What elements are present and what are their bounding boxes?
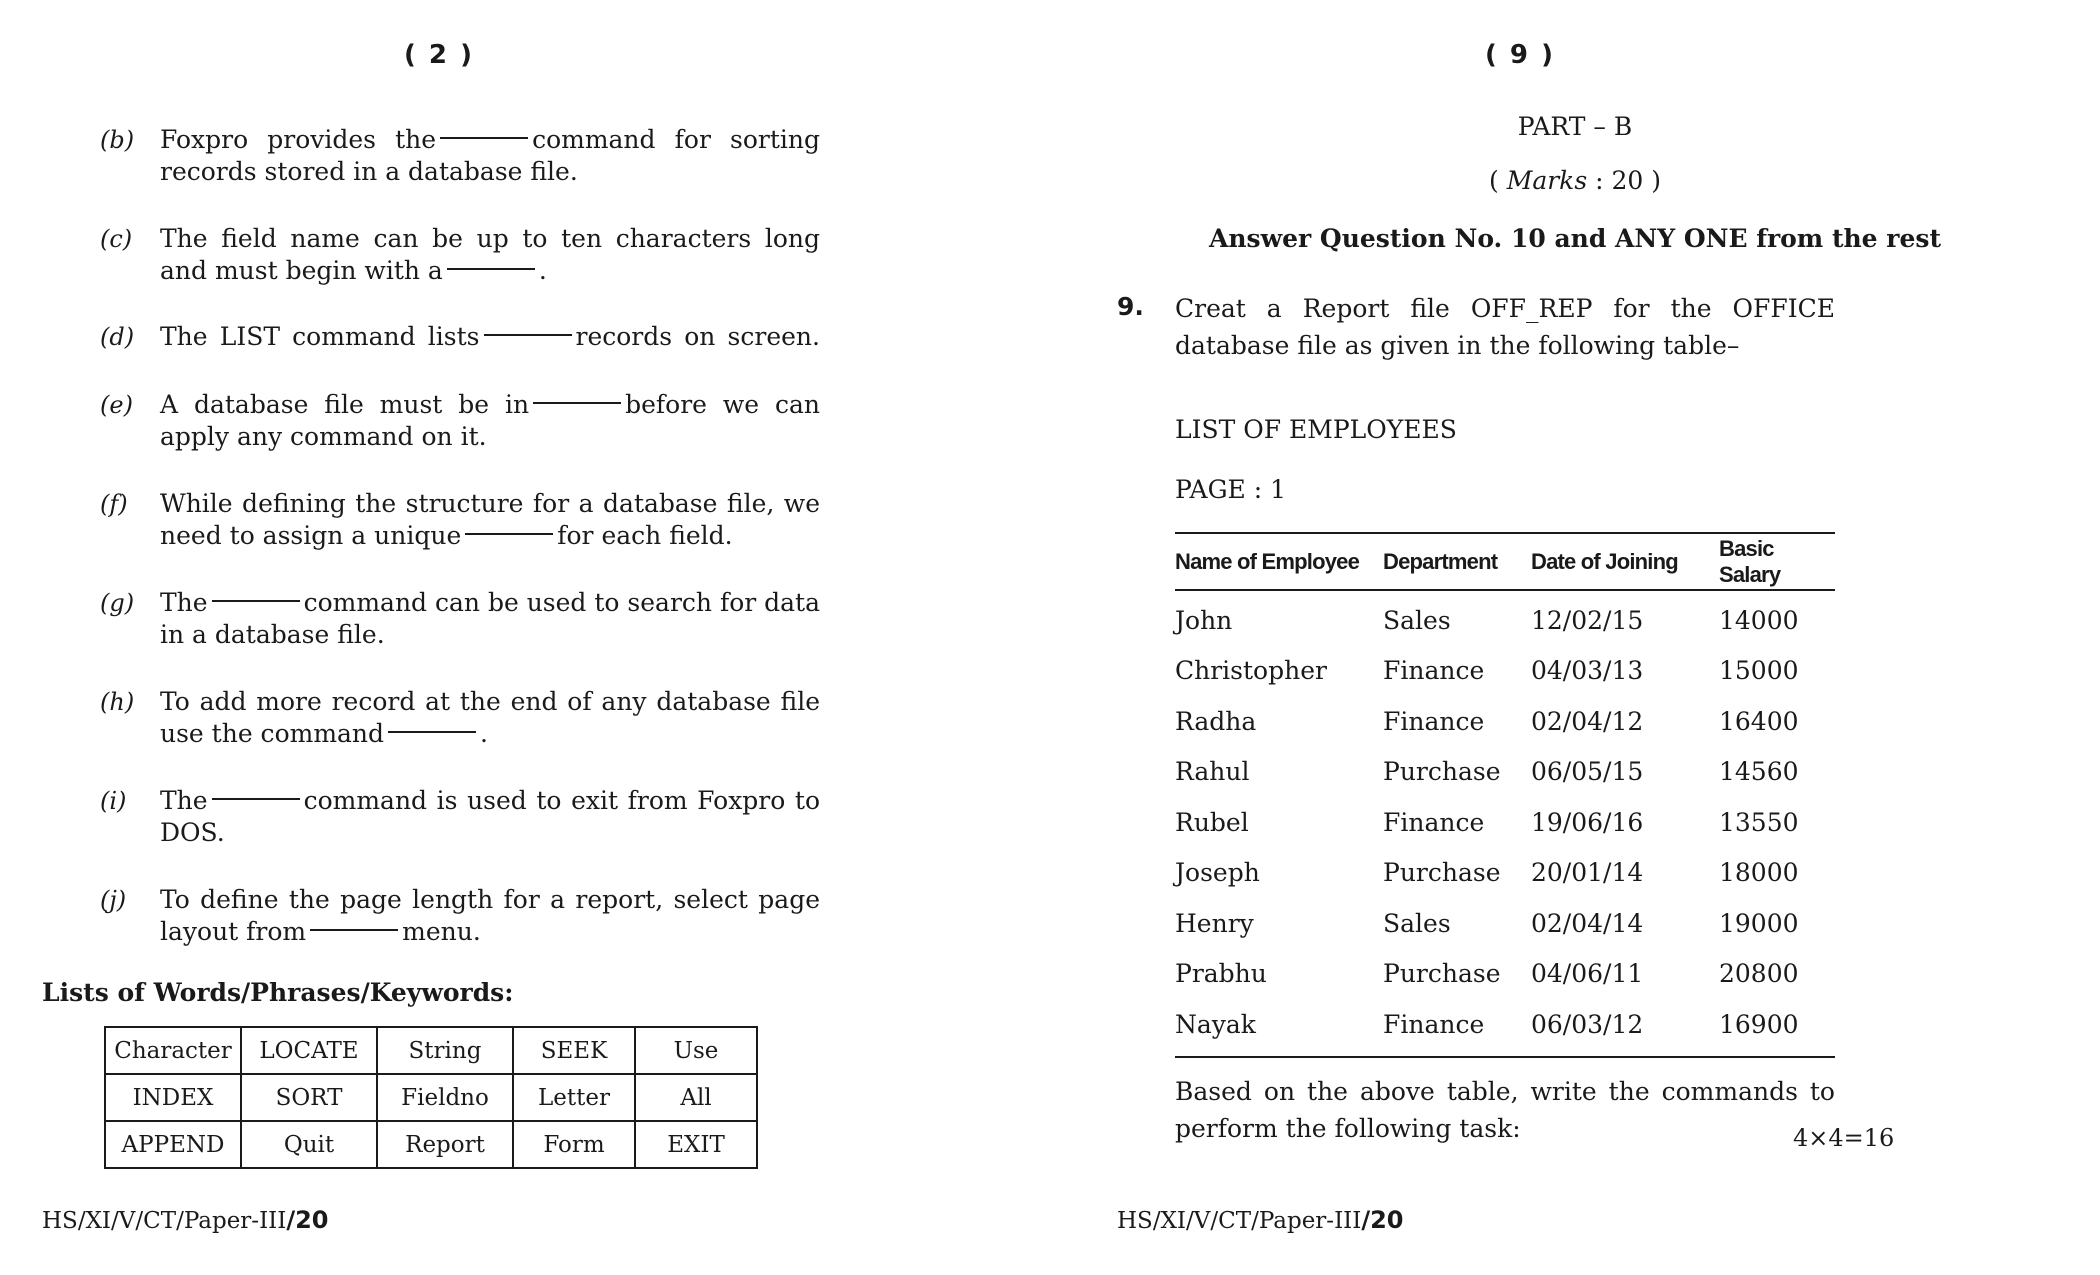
answer-blank [484, 334, 572, 336]
column-header: Department [1383, 548, 1498, 574]
table-cell: Purchase [1383, 959, 1501, 989]
question-label: (e) [100, 391, 133, 419]
answer-blank [388, 731, 476, 733]
page-number: ( 2 ) [404, 40, 474, 70]
table-cell: 20800 [1719, 959, 1799, 989]
keyword-cell: EXIT [635, 1121, 757, 1168]
column-header: Name of Employee [1175, 548, 1360, 574]
report-page: PAGE : 1 [1175, 475, 1287, 504]
table-cell: 04/06/11 [1531, 959, 1644, 989]
keyword-cell: All [635, 1074, 757, 1121]
keyword-cell: SORT [241, 1074, 377, 1121]
table-cell: 16900 [1719, 1009, 1799, 1039]
table-row [1175, 848, 1835, 899]
table-cell: Sales [1383, 908, 1451, 938]
table-cell: 02/04/12 [1531, 706, 1644, 736]
question-number: 9. [1117, 292, 1144, 321]
question-text: A database file must be in before we can apply any command on it. [160, 390, 820, 451]
keyword-cell: APPEND [105, 1121, 241, 1168]
table-row [1175, 797, 1835, 848]
column-header: Basic Salary [1719, 535, 1781, 587]
table-cell: 16400 [1719, 706, 1799, 736]
keyword-cell: Report [377, 1121, 513, 1168]
keyword-cell: Letter [513, 1074, 635, 1121]
keywords-heading: Lists of Words/Phrases/Keywords: [42, 978, 514, 1007]
instruction-heading: Answer Question No. 10 and ANY ONE from the rest [1208, 224, 1941, 253]
question-label: (i) [100, 787, 127, 815]
table-cell: Prabhu [1175, 959, 1267, 989]
table-cell: Finance [1383, 706, 1485, 736]
table-cell: Christopher [1175, 656, 1327, 686]
question-text: The LIST command lists records on screen. [160, 322, 820, 351]
table-cell: Nayak [1175, 1009, 1256, 1039]
right-page [1050, 0, 2100, 1275]
table-cell: Finance [1383, 807, 1485, 837]
keyword-cell: Form [513, 1121, 635, 1168]
table-cell: John [1175, 605, 1233, 635]
keyword-cell: SEEK [513, 1027, 635, 1074]
table-row [1175, 949, 1835, 1000]
answer-blank [440, 137, 528, 139]
table-row [1175, 595, 1835, 646]
question-text: To add more record at the end of any database file use the command . [160, 687, 820, 748]
part-heading: PART – B [1517, 112, 1633, 141]
footer-code: HS/XI/V/CT/Paper-III [1117, 1208, 1362, 1234]
table-cell: Rubel [1175, 807, 1249, 837]
page-footer [1117, 1206, 1404, 1234]
question-label: (f) [100, 490, 128, 518]
marks-label: Marks [1506, 166, 1588, 195]
page-footer [42, 1206, 329, 1234]
table-cell: 19000 [1719, 908, 1799, 938]
table-body [1175, 595, 1835, 1056]
keyword-cell: Quit [241, 1121, 377, 1168]
report-title: LIST OF EMPLOYEES [1175, 415, 1457, 444]
table-cell: 18000 [1719, 858, 1799, 888]
page-number: ( 9 ) [1485, 40, 1555, 70]
answer-blank [533, 402, 621, 404]
question-label: (c) [100, 225, 133, 253]
table-cell: Radha [1175, 706, 1257, 736]
table-row [105, 1121, 757, 1168]
footer-suffix: /20 [286, 1206, 329, 1234]
question-text: The command can be used to search for data in a database file. [160, 588, 821, 649]
answer-blank [447, 268, 535, 270]
footer-suffix: /20 [1361, 1206, 1404, 1234]
table-cell: 14000 [1719, 605, 1799, 635]
question-label: (b) [100, 126, 135, 154]
question-label: (h) [100, 688, 135, 716]
keyword-cell: Character [105, 1027, 241, 1074]
table-cell: 12/02/15 [1531, 605, 1644, 635]
table-cell: 02/04/14 [1531, 908, 1644, 938]
keywords-table [104, 1026, 758, 1169]
answer-blank [465, 533, 553, 535]
table-cell: Purchase [1383, 858, 1501, 888]
answer-blank [310, 929, 398, 931]
question-label: (g) [100, 589, 135, 617]
question-text: The command is used to exit from Foxpro to DOS. [160, 786, 820, 847]
table-cell: 13550 [1719, 807, 1799, 837]
answer-blank [212, 600, 300, 602]
table-cell: Finance [1383, 1009, 1485, 1039]
table-cell: 06/05/15 [1531, 757, 1644, 787]
table-cell: 19/06/16 [1531, 807, 1644, 837]
table-cell: Sales [1383, 605, 1451, 635]
table-row [1175, 898, 1835, 949]
table-row [1175, 999, 1835, 1050]
table-cell: Joseph [1175, 858, 1260, 888]
table-cell: 06/03/12 [1531, 1009, 1644, 1039]
table-cell: 15000 [1719, 656, 1799, 686]
question-text: Foxpro provides the command for sorting records stored in a database file. [160, 125, 820, 186]
question-label: (j) [100, 886, 127, 914]
table-cell: Purchase [1383, 757, 1501, 787]
question-text: While defining the structure for a database file, we need to assign a unique for each field. [160, 489, 820, 550]
question-text: The field name can be up to ten characters long and must begin with a . [160, 224, 820, 285]
table-row [105, 1027, 757, 1074]
task-text: Based on the above table, write the commands to perform the following task: [1175, 1077, 1835, 1143]
table-row [105, 1074, 757, 1121]
table-row [1175, 747, 1835, 798]
question-label: (d) [100, 323, 135, 351]
keyword-cell: Fieldno [377, 1074, 513, 1121]
footer-code: HS/XI/V/CT/Paper-III [42, 1208, 287, 1234]
employee-table [1175, 532, 1835, 1058]
table-cell: Finance [1383, 656, 1485, 686]
table-header [1175, 534, 1835, 591]
question-text: To define the page length for a report, select page layout from menu. [160, 885, 820, 946]
column-header: Date of Joining [1531, 548, 1678, 574]
keyword-cell: Use [635, 1027, 757, 1074]
keyword-cell: INDEX [105, 1074, 241, 1121]
keyword-cell: LOCATE [241, 1027, 377, 1074]
table-cell: Rahul [1175, 757, 1250, 787]
table-cell: Henry [1175, 908, 1254, 938]
table-row [1175, 646, 1835, 697]
table-cell: 04/03/13 [1531, 656, 1644, 686]
answer-blank [212, 798, 300, 800]
table-cell: 14560 [1719, 757, 1799, 787]
table-row [1175, 696, 1835, 747]
table-cell: 20/01/14 [1531, 858, 1644, 888]
question-text: Creat a Report file OFF_REP for the OFFICE database file as given in the following table– [1175, 294, 1835, 360]
keyword-cell: String [377, 1027, 513, 1074]
marks-heading: ( Marks : 20 ) [1489, 166, 1661, 195]
task-marks: 4×4=16 [1793, 1124, 1895, 1152]
